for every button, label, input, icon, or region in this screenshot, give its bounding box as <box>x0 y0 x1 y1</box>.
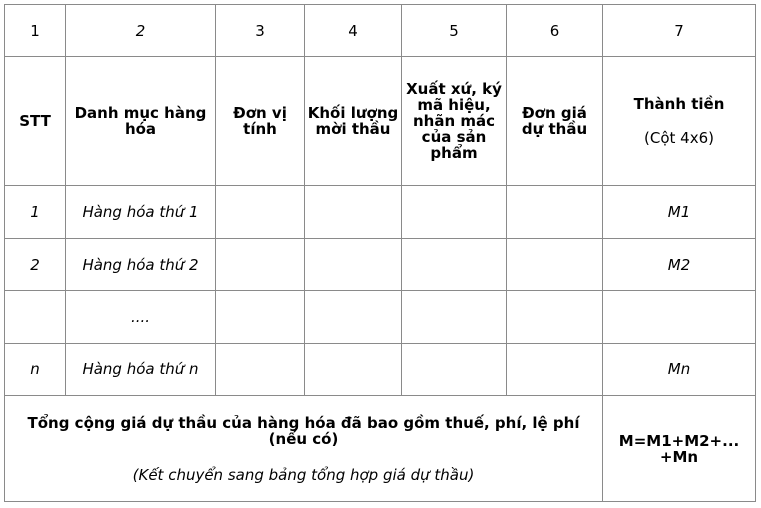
row-goods-name: .... <box>66 291 216 343</box>
header-quantity: Khối lượng mời thầu <box>305 57 402 186</box>
row-origin <box>402 186 507 238</box>
table-row <box>5 186 756 238</box>
table-row <box>5 291 756 343</box>
row-quantity <box>305 291 402 343</box>
row-stt: 1 <box>5 186 66 238</box>
column-number-6: 6 <box>507 5 603 57</box>
row-amount: Mn <box>603 343 756 395</box>
column-number-row <box>5 5 756 57</box>
row-unit-price <box>507 186 603 238</box>
column-number-5: 5 <box>402 5 507 57</box>
column-number-3: 3 <box>216 5 305 57</box>
row-unit <box>216 186 305 238</box>
row-unit-price <box>507 238 603 290</box>
row-quantity <box>305 238 402 290</box>
total-value: M=M1+M2+... +Mn <box>603 396 756 502</box>
row-stt: n <box>5 343 66 395</box>
header-goods-list: Danh mục hàng hóa <box>66 57 216 186</box>
column-number-4: 4 <box>305 5 402 57</box>
column-number-2: 2 <box>66 5 216 57</box>
row-unit <box>216 238 305 290</box>
table-row <box>5 238 756 290</box>
row-goods-name: Hàng hóa thứ 2 <box>66 238 216 290</box>
header-stt: STT <box>5 57 66 186</box>
row-amount <box>603 291 756 343</box>
row-unit-price <box>507 343 603 395</box>
row-stt: 2 <box>5 238 66 290</box>
header-unit: Đơn vị tính <box>216 57 305 186</box>
row-origin <box>402 343 507 395</box>
row-unit <box>216 291 305 343</box>
row-amount: M2 <box>603 238 756 290</box>
row-goods-name: Hàng hóa thứ n <box>66 343 216 395</box>
total-row <box>5 396 756 502</box>
header-row <box>5 57 756 186</box>
total-label-cell <box>5 396 603 502</box>
row-quantity <box>305 343 402 395</box>
row-goods-name: Hàng hóa thứ 1 <box>66 186 216 238</box>
header-amount-cell <box>603 57 756 186</box>
row-unit-price <box>507 291 603 343</box>
total-note: (Kết chuyển sang bảng tổng hợp giá dự thầu) <box>132 465 475 484</box>
header-amount: Thành tiền <box>633 95 725 114</box>
bid-price-table <box>4 4 756 502</box>
table-row <box>5 343 756 395</box>
header-origin: Xuất xứ, ký mã hiệu, nhãn mác của sản phẩm <box>402 57 507 186</box>
row-origin <box>402 238 507 290</box>
row-quantity <box>305 186 402 238</box>
header-amount-formula: (Cột 4x6) <box>644 129 714 148</box>
row-stt <box>5 291 66 343</box>
row-origin <box>402 291 507 343</box>
header-unit-price: Đơn giá dự thầu <box>507 57 603 186</box>
column-number-1: 1 <box>5 5 66 57</box>
column-number-7: 7 <box>603 5 756 57</box>
total-label: Tổng cộng giá dự thầu của hàng hóa đã bao gồm thuế, phí, lệ phí (nếu có) <box>27 413 580 448</box>
row-amount: M1 <box>603 186 756 238</box>
row-unit <box>216 343 305 395</box>
